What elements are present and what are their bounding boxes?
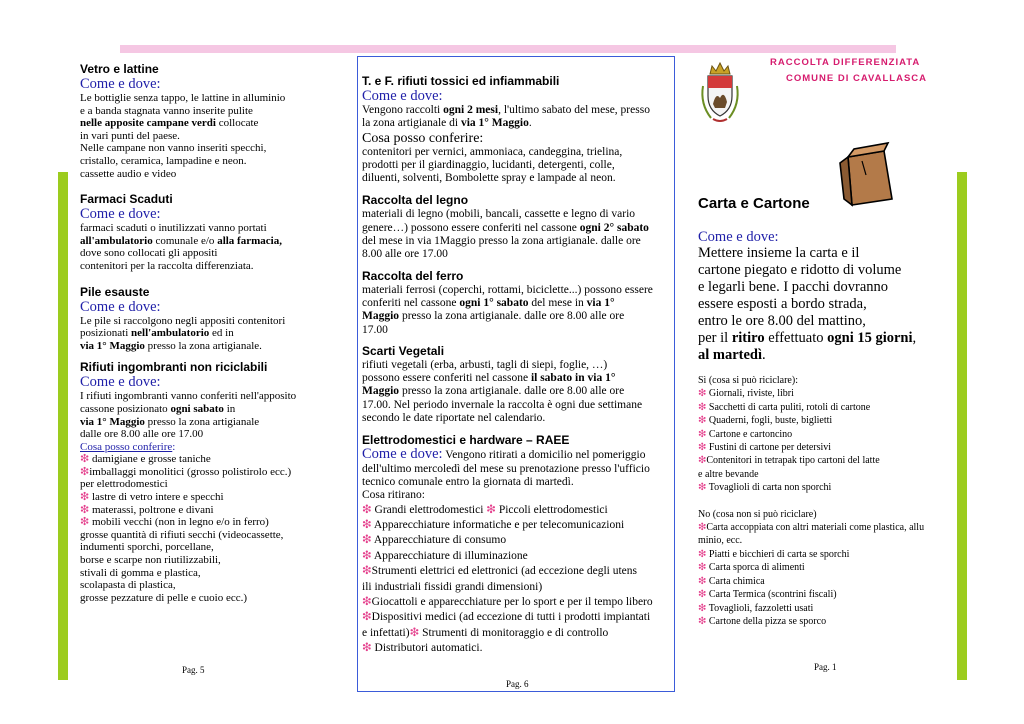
text-line: Cosa ritirano: xyxy=(362,489,425,502)
come-dove-pile: Come e dove: xyxy=(80,298,161,315)
snowflake-bullet-icon: ❇ xyxy=(362,595,372,608)
page-number-5: Pag. 5 xyxy=(182,665,205,675)
snowflake-bullet-icon: ❇ xyxy=(698,455,707,467)
conferire-label: Cosa posso conferire xyxy=(80,440,173,453)
bold-text: ogni 2 mesi xyxy=(443,104,499,116)
list-item: Apparecchiature di consumo xyxy=(371,534,507,547)
snowflake-bullet-icon: ❇ xyxy=(362,549,372,562)
text-line: e a banda stagnata vanno inserite pulite xyxy=(80,104,253,117)
page-number-1: Pag. 1 xyxy=(814,662,837,672)
section-title-raee: Elettrodomestici e hardware – RAEE xyxy=(362,433,570,448)
text-line: Le pile si raccolgono negli appositi contenitori xyxy=(80,314,286,327)
snowflake-bullet-icon: ❇ xyxy=(362,642,372,655)
text-line: cartone piegato e ridotto di volume xyxy=(698,262,902,278)
snowflake-bullet-icon: ❇ xyxy=(698,589,707,601)
section-title-vetro: Vetro e lattine xyxy=(80,62,159,76)
bold-text: via 1° Maggio xyxy=(80,415,145,428)
bold-text: via 1° Maggio xyxy=(460,117,529,130)
bold-text: al martedì xyxy=(698,347,763,363)
text-line: dove sono collocati gli appositi xyxy=(80,247,218,260)
text-line: contenitori per vernici, ammoniaca, candeggina, trielina, xyxy=(362,145,623,158)
bold-text: ogni 1° sabato xyxy=(459,296,529,309)
bold-text: nell'ambulatorio xyxy=(131,327,210,340)
page-6-column xyxy=(362,74,674,657)
list-item: Quaderni, fogli, buste, biglietti xyxy=(706,415,833,427)
section-title-pile: Pile esauste xyxy=(80,284,150,299)
list-item: Tovaglioli di carta non sporchi xyxy=(706,482,832,494)
snowflake-bullet-icon: ❇ xyxy=(698,482,707,494)
snowflake-bullet-icon: ❇ xyxy=(80,503,90,516)
list-item: Strumenti di monitoraggio e di controllo xyxy=(419,626,609,639)
text-line: tecnico comunale entro la giornata di martedì. xyxy=(362,475,574,488)
text-line: genere…) possono essere conferiti nel cassone xyxy=(362,221,580,234)
text-line: 17.00 xyxy=(362,323,388,336)
list-item: Strumenti elettrici ed elettronici (ad eccezione degli utens xyxy=(371,565,637,578)
text-line: cristallo, ceramica, lampadine e neon. xyxy=(80,154,247,167)
list-item: minio, ecc. xyxy=(698,535,743,547)
list-item: Carta sporca di alimenti xyxy=(706,562,805,574)
snowflake-bullet-icon: ❇ xyxy=(698,562,707,574)
list-item: Giornali, riviste, libri xyxy=(706,388,794,400)
bold-text: all'ambulatorio xyxy=(80,234,153,247)
bold-text: il sabato in via 1° xyxy=(530,372,616,385)
text-line: del mese in xyxy=(528,296,587,309)
snowflake-bullet-icon: ❇ xyxy=(362,534,372,547)
list-item: lastre di vetro intere e specchi xyxy=(89,491,224,504)
list-item: Cartone della pizza se sporco xyxy=(706,615,827,627)
colon: : xyxy=(172,440,176,453)
list-item: Distributori automatici. xyxy=(371,642,483,655)
bold-text: via 1° Maggio xyxy=(80,339,145,352)
list-item: Apparecchiature informatiche e per telecomunicazioni xyxy=(371,518,625,531)
text-line: stivali di gomma e plastica, xyxy=(80,566,201,579)
list-item: Carta Termica (scontrini fiscali) xyxy=(706,589,837,601)
list-item: Carta accoppiata con altri materiali come plastica, allu xyxy=(706,522,925,534)
snowflake-bullet-icon: ❇ xyxy=(698,615,707,627)
snowflake-bullet-icon: ❇ xyxy=(409,626,420,639)
come-dove-vetro: Come e dove: xyxy=(80,76,161,92)
text-line: borse e scarpe non riutilizzabili, xyxy=(80,554,221,567)
text-line: indumenti sporchi, porcellane, xyxy=(80,541,214,554)
snowflake-bullet-icon: ❇ xyxy=(698,602,707,614)
text-line: entro le ore 8.00 del mattino, xyxy=(698,313,866,329)
text-line: in vari punti del paese. xyxy=(80,129,180,142)
text-line: materiali di legno (mobili, bancali, cassette e legno di vario xyxy=(362,208,636,221)
bold-text: nelle apposite campane verdi xyxy=(80,117,216,130)
text-line: materiali ferrosi (coperchi, rottami, biciclette...) possono essere xyxy=(362,283,653,296)
come-dove-ingombranti: Come e dove: xyxy=(80,374,161,391)
text-line: grosse quantità di rifiuti secchi (videocassette, xyxy=(80,528,284,541)
text-line: presso la zona artigianale. xyxy=(144,339,262,352)
list-item: Piccoli elettrodomestici xyxy=(495,503,608,516)
snowflake-bullet-icon: ❇ xyxy=(486,503,496,516)
text-line: presso la zona artigianale. dalle ore 8.00 alle ore xyxy=(399,385,625,398)
snowflake-bullet-icon: ❇ xyxy=(80,465,90,478)
text-line: presso la zona artigianale xyxy=(144,415,260,428)
bold-text: ogni sabato xyxy=(170,402,224,415)
text-line: , xyxy=(912,330,917,346)
snowflake-bullet-icon: ❇ xyxy=(698,428,707,440)
text-line: . xyxy=(528,117,532,130)
no-title: No (cosa non si può riciclare) xyxy=(698,508,817,520)
text-line: diluenti, solventi, Bombolette spray e lampade al neon. xyxy=(362,172,616,185)
section-title-farmaci: Farmaci Scaduti xyxy=(80,192,173,207)
text-line: in xyxy=(223,402,236,415)
snowflake-bullet-icon: ❇ xyxy=(362,611,372,624)
snowflake-bullet-icon: ❇ xyxy=(698,575,707,587)
text-line: cassette audio e video xyxy=(80,167,177,180)
list-item: e infettati) xyxy=(362,626,410,639)
list-item: Apparecchiature di illuminazione xyxy=(371,549,528,562)
text-line: Mettere insieme la carta e il xyxy=(698,245,860,261)
snowflake-bullet-icon: ❇ xyxy=(362,503,372,516)
bold-text: Maggio xyxy=(362,385,400,398)
list-item: mobili vecchi (non in legno e/o in ferro) xyxy=(89,516,269,529)
text-line: per il xyxy=(698,330,732,346)
text-line: la zona artigianale di xyxy=(362,117,461,130)
list-item: Fustini di cartone per detersivi xyxy=(706,442,832,454)
snowflake-bullet-icon: ❇ xyxy=(362,518,372,531)
section-title-legno: Raccolta del legno xyxy=(362,193,469,208)
conferire-label: Cosa posso conferire: xyxy=(362,130,484,146)
snowflake-bullet-icon: ❇ xyxy=(698,388,707,400)
snowflake-bullet-icon: ❇ xyxy=(698,415,707,427)
header-comune: COMUNE DI CAVALLASCA xyxy=(786,73,928,84)
snowflake-bullet-icon: ❇ xyxy=(80,516,90,529)
section-title-ferro: Raccolta del ferro xyxy=(362,268,464,283)
no-list xyxy=(698,521,956,628)
snowflake-bullet-icon: ❇ xyxy=(80,491,90,504)
page-1-column xyxy=(698,195,956,628)
bold-text: ogni 15 giorni xyxy=(827,330,913,346)
snowflake-bullet-icon: ❇ xyxy=(362,565,372,578)
text-line: , l'ultimo sabato del mese, presso xyxy=(498,104,650,116)
snowflake-bullet-icon: ❇ xyxy=(80,453,90,466)
bold-text: via 1° xyxy=(586,296,615,309)
text-line: essere esposti a bordo strada, xyxy=(698,296,867,312)
bold-text: ogni 2° sabato xyxy=(579,221,649,234)
text-line: prodotti per il giardinaggio, lucidanti, detergenti, colle, xyxy=(362,158,615,171)
text-line: scolapasta di plastica, xyxy=(80,579,176,592)
coat-of-arms-icon xyxy=(697,60,743,124)
text-line: Vengono raccolti xyxy=(362,104,444,116)
bold-text: alla farmacia, xyxy=(217,234,282,247)
text-line: . xyxy=(762,347,766,363)
text-line: farmaci scaduti o inutilizzati vanno portati xyxy=(80,222,267,235)
text-line: 17.00. Nel periodo invernale la raccolta è ogni due settimane xyxy=(362,398,643,411)
text-line: presso la zona artigianale. dalle ore 8.00 alle ore xyxy=(399,310,625,323)
list-item: ili industriali fissidi grandi dimensioni) xyxy=(362,580,543,593)
text-line: Le bottiglie senza tappo, le lattine in alluminio xyxy=(80,92,286,104)
text-line: posizionati xyxy=(80,327,132,340)
text-line: e legarli bene. I pacchi dovranno xyxy=(698,279,889,295)
left-green-bar xyxy=(58,172,68,680)
text-line: conferiti nel cassone xyxy=(362,296,460,309)
snowflake-bullet-icon: ❇ xyxy=(698,442,707,454)
come-dove-farmaci: Come e dove: xyxy=(80,206,161,223)
list-item: damigiane e grosse taniche xyxy=(89,453,211,466)
list-item: materassi, poltrone e divani xyxy=(89,503,214,516)
text-line: ed in xyxy=(209,327,234,340)
text-line: comunale e/o xyxy=(152,234,218,247)
snowflake-bullet-icon: ❇ xyxy=(698,548,707,560)
snowflake-bullet-icon: ❇ xyxy=(698,522,707,534)
list-item: Cartone e cartoncino xyxy=(706,428,793,440)
page-title: Carta e Cartone xyxy=(698,195,810,212)
section-title-tossici: T. e F. rifiuti tossici ed infiammabili xyxy=(362,74,560,88)
list-item: imballaggi monolitici (grosso polistirolo ecc.) xyxy=(89,465,292,478)
bold-text: Maggio xyxy=(362,310,400,323)
text-line: 8.00 alle ore 17.00 xyxy=(362,248,448,261)
come-dove-tossici: Come e dove: xyxy=(362,88,443,104)
text-line: grosse pezzature di pelle e cuoio ecc.) xyxy=(80,591,248,604)
text-line: secondo le date riportate nel calendario. xyxy=(362,412,546,425)
list-item: Contenitori in tetrapak tipo cartoni del latte xyxy=(706,455,880,467)
text-line: effettuato xyxy=(764,330,828,346)
si-title: Sì (cosa si può riciclare): xyxy=(698,375,798,386)
list-item: Giocattoli e apparecchiature per lo sport e per il tempo libero xyxy=(371,595,653,608)
snowflake-bullet-icon: ❇ xyxy=(698,401,707,413)
bold-text: ritiro xyxy=(731,330,765,346)
text-line: Vengono ritirati a domicilio nel pomeriggio xyxy=(442,449,646,462)
text-line: cassone posizionato xyxy=(80,402,171,415)
come-dove-raee: Come e dove: xyxy=(362,446,443,463)
text-line: Nelle campane non vanno inseriti specchi, xyxy=(80,142,267,155)
list-item: Tovaglioli, fazzoletti usati xyxy=(706,602,814,614)
come-dove-carta: Come e dove: xyxy=(698,229,779,245)
list-item: Grandi elettrodomestici xyxy=(371,503,487,516)
text-line: del mese in via 1Maggio presso la zona artigianale. dalle ore xyxy=(362,235,641,248)
text-line: contenitori per la raccolta differenziata. xyxy=(80,259,254,272)
right-green-bar xyxy=(957,172,967,680)
text-line: dalle ore 8.00 alle ore 17.00 xyxy=(80,428,204,441)
top-pink-bar xyxy=(120,45,896,53)
text-line: collocate xyxy=(215,117,259,130)
list-item: per elettrodomestici xyxy=(80,478,168,491)
list-item: Carta chimica xyxy=(706,575,765,587)
text-line: possono essere conferiti nel cassone xyxy=(362,372,531,385)
section-title-ingombranti: Rifiuti ingombranti non riciclabili xyxy=(80,360,268,375)
section-title-vegetali: Scarti Vegetali xyxy=(362,343,445,358)
list-item: Dispositivi medici (ad eccezione di tutti i prodotti impiantati xyxy=(371,611,651,624)
list-item: e altre bevande xyxy=(698,468,759,480)
text-line: I rifiuti ingombranti vanno conferiti nell'apposito xyxy=(80,390,297,403)
page-number-6: Pag. 6 xyxy=(506,679,529,689)
list-item: Piatti e bicchieri di carta se sporchi xyxy=(706,548,850,560)
text-line: dell'ultimo mercoledì del mese su prenotazione presso l'ufficio xyxy=(362,462,650,475)
header-raccolta: RACCOLTA DIFFERENZIATA xyxy=(770,57,921,68)
list-item: Sacchetti di carta puliti, rotoli di cartone xyxy=(706,401,871,413)
text-line: rifiuti vegetali (erba, arbusti, tagli di siepi, foglie, …) xyxy=(362,358,608,371)
page-5-column xyxy=(80,62,350,604)
si-list xyxy=(698,387,956,494)
